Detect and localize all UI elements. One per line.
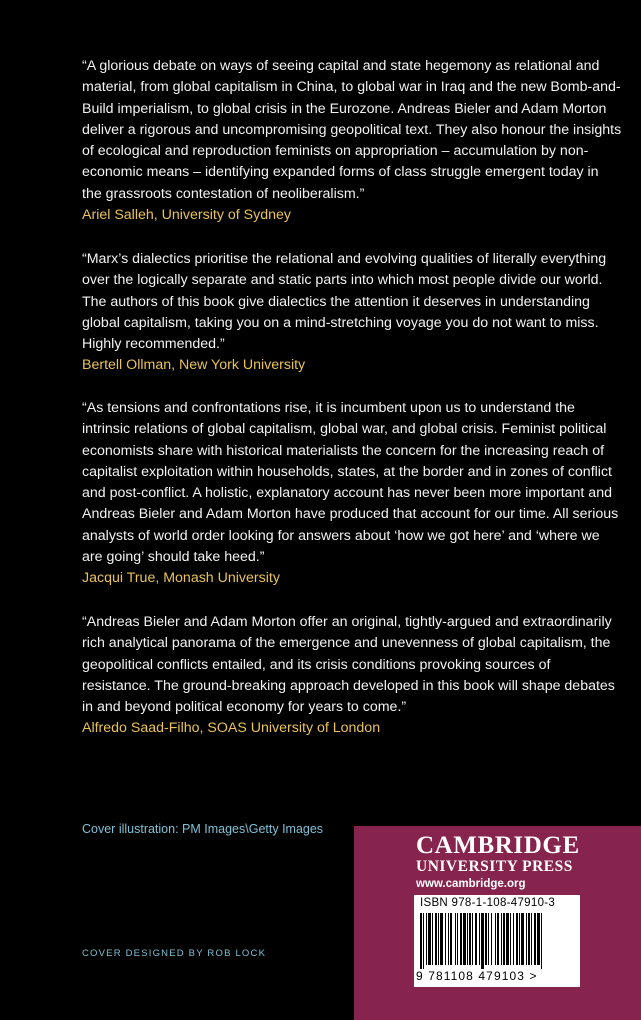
barcode-bar [426, 913, 427, 965]
cover-illustration-credit: Cover illustration: PM Images\Getty Images [82, 822, 324, 836]
quote-attribution: Jacqui True, Monash University [82, 570, 280, 587]
quote-text: “A glorious debate on ways of seeing capital and state hegemony as relational and material, from global capitalism in China, to global war in Iraq and the new Bomb-and-Build imperialism, to global crisis in the Eurozone. Andreas Bieler and Adam Morton deliver a rigorous and uncompromising geopolitical text. They also honour the insights of ecological and reproduction feminists on appropriation – accumulation by non-economic means – identifying expanded forms of class struggle emergent today in the grassroots contestation of neoliberalism.” [82, 58, 622, 202]
barcode-bar [485, 913, 487, 965]
barcode-icon [418, 913, 576, 969]
quote-text: “Andreas Bieler and Adam Morton offer an original, tightly-argued and extraordinarily rich analytical panorama of the emergence and unevenness of global capitalism, the geopolitical conflicts entailed, and its crisis conditions provoking sources of resistance. The ground-breaking approach developed in this book will shape debates in and beyond political economy for years to come.” [82, 614, 615, 716]
barcode-bar [460, 913, 462, 965]
quote-text: “As tensions and confrontations rise, it is incumbent upon us to understand the intrinsic relations of global capitalism, global war, and global crisis. Feminist political economists share with historical materialists the concern for the increasing reach of capitalist exploitation within households, states, at the border and in zones of conflict and post-conflict. A holistic, explanatory account has never been more important and Andreas Bieler and Adam Morton have produced that account for our time. All serious analysts of world order looking for answers about ‘how we got here’ and ‘where we are going’ should take heed.” [82, 400, 619, 566]
barcode-bar [467, 913, 468, 965]
barcode-bar [513, 913, 514, 965]
publisher-panel [354, 826, 641, 1020]
barcode-bar [445, 913, 446, 965]
quote-attribution: Ariel Salleh, University of Sydney [82, 207, 291, 224]
cover-designer-credit: COVER DESIGNED BY ROB LOCK [82, 948, 267, 959]
barcode-bar [423, 913, 424, 969]
barcode-bar [463, 913, 466, 965]
barcode-bar [537, 913, 540, 965]
barcode-bar [455, 913, 456, 965]
endorsement-quote-1 [82, 56, 622, 226]
barcode-number: 9 781108 479103 > [416, 969, 538, 983]
barcode-bar [528, 913, 530, 965]
barcode-bar [475, 913, 477, 965]
publisher-url: www.cambridge.org [416, 878, 526, 890]
barcode-bar [519, 913, 520, 965]
barcode-bar [495, 913, 496, 965]
quote-attribution: Alfredo Saad-Filho, SOAS University of London [82, 720, 381, 737]
barcode-bar [531, 913, 532, 965]
barcode-bar [435, 913, 437, 965]
barcode-bar [450, 913, 452, 965]
barcode-bar [457, 913, 458, 965]
barcode-bar [469, 913, 471, 965]
barcode-box [414, 895, 580, 987]
barcode-bar [497, 913, 499, 965]
barcode-bar [481, 913, 484, 969]
publisher-name: CAMBRIDGE [416, 832, 580, 859]
barcode-bar [526, 913, 527, 965]
barcode-bar [510, 913, 511, 965]
barcode-bar [501, 913, 502, 965]
endorsement-quote-4 [82, 612, 622, 740]
barcode-bar [432, 913, 433, 965]
barcode-bar [448, 913, 449, 965]
barcode-bar [428, 913, 431, 965]
barcode-bar [438, 913, 439, 965]
barcode-bar [541, 913, 542, 969]
barcode-bar [472, 913, 473, 965]
barcode-bar [491, 913, 492, 965]
barcode-bar [516, 913, 518, 965]
barcode-bar [521, 913, 524, 965]
barcode-bar [479, 913, 480, 965]
quote-text: “Marx’s dialectics prioritise the relational and evolving qualities of literally everything over the logically separate and static parts into which most people divide our world. The authors of this book give dialectics the attention it deserves in understanding global capitalism, taking you on a mind-stretching voyage you do not want to miss. Highly recommended.” [82, 251, 607, 353]
quote-attribution: Bertell Ollman, New York University [82, 357, 306, 374]
barcode-bar [488, 913, 489, 965]
barcode-bar [503, 913, 505, 965]
isbn-label: ISBN 978-1-108-47910-3 [420, 897, 556, 909]
endorsement-quote-2 [82, 249, 622, 377]
barcode-bar [534, 913, 536, 965]
publisher-subname: UNIVERSITY PRESS [416, 858, 573, 875]
endorsement-quote-3 [82, 398, 622, 590]
barcode-bar [506, 913, 509, 965]
barcode-bar [440, 913, 443, 965]
barcode-bar [420, 913, 422, 969]
